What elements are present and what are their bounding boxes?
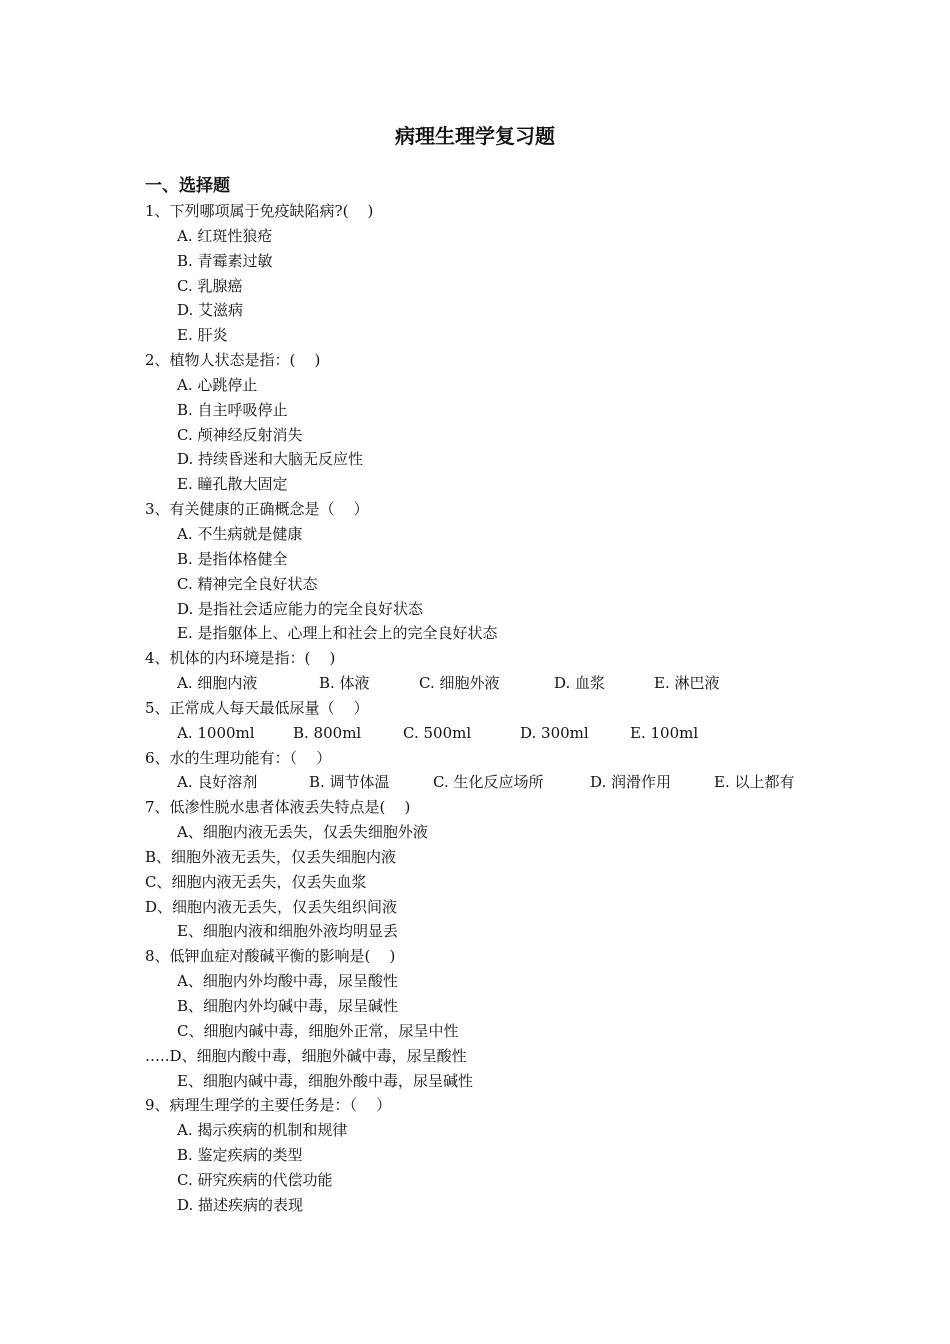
option: B. 自主呼吸停止 — [177, 400, 288, 419]
option: B、细胞内外均碱中毒，尿呈碱性 — [177, 997, 399, 1015]
option: E. 以上都有 — [714, 773, 795, 792]
option: …..D、细胞内酸中毒，细胞外碱中毒，尿呈酸性 — [145, 1046, 467, 1065]
option: A. 心跳停止 — [177, 375, 258, 394]
question-text: 5、正常成人每天最低尿量（ ） — [145, 698, 369, 717]
question-text: 8、低钾血症对酸碱平衡的影响是( ) — [145, 947, 396, 966]
option: D. 艾滋病 — [177, 301, 244, 320]
option: E. 肝炎 — [177, 326, 228, 345]
option: E. 100ml — [630, 723, 699, 742]
option: C. 乳腺癌 — [177, 276, 243, 295]
option: D、细胞内液无丢失，仅丢失组织间液 — [145, 897, 398, 916]
option: A. 不生病就是健康 — [177, 524, 303, 543]
option: A、细胞内液无丢失，仅丢失细胞外液 — [177, 823, 428, 842]
question-text: 7、低渗性脱水患者体液丢失特点是( ) — [145, 798, 411, 817]
question-text: 4、机体的内环境是指：( ) — [145, 649, 336, 668]
question-text: 2、植物人状态是指：( ) — [145, 351, 321, 370]
document-title: 病理生理学复习题 — [395, 124, 555, 148]
option: B. 青霉素过敏 — [177, 251, 273, 270]
option: C. 500ml — [403, 723, 472, 742]
question-text: 1、下列哪项属于免疫缺陷病?( ) — [145, 202, 374, 220]
option: B. 800ml — [293, 723, 362, 742]
option: D. 是指社会适应能力的完全良好状态 — [177, 599, 424, 618]
section-heading: 一、选择题 — [145, 176, 230, 196]
option: A. 揭示疾病的机制和规律 — [177, 1121, 348, 1140]
question-text: 6、水的生理功能有：（ ） — [145, 748, 332, 767]
option: A. 良好溶剂 — [177, 773, 258, 792]
option: E、细胞内液和细胞外液均明显丢 — [177, 922, 398, 941]
option: C、细胞内液无丢失，仅丢失血浆 — [145, 872, 367, 891]
option: A、细胞内外均酸中毒，尿呈酸性 — [177, 972, 398, 991]
option-row — [145, 671, 905, 696]
option: B. 鉴定疾病的类型 — [177, 1146, 303, 1165]
option: D. 持续昏迷和大脑无反应性 — [177, 450, 364, 469]
option-row — [145, 721, 905, 746]
option: E. 是指躯体上、心理上和社会上的完全良好状态 — [177, 624, 498, 643]
question-text: 9、病理生理学的主要任务是：（ ） — [145, 1096, 392, 1115]
option: C. 细胞外液 — [419, 674, 500, 693]
option: C. 精神完全良好状态 — [177, 574, 318, 593]
option: A. 红斑性狼疮 — [177, 226, 273, 245]
question-list — [145, 199, 905, 1218]
option: E. 淋巴液 — [654, 674, 720, 693]
option: E. 瞳孔散大固定 — [177, 475, 288, 494]
option: C、细胞内碱中毒，细胞外正常，尿呈中性 — [177, 1021, 459, 1040]
question-text: 3、有关健康的正确概念是（ ） — [145, 500, 369, 519]
option: B、细胞外液无丢失，仅丢失细胞内液 — [145, 847, 397, 866]
option: D. 血浆 — [554, 674, 606, 693]
option: A. 1000ml — [177, 723, 255, 742]
option: C. 生化反应场所 — [433, 773, 544, 792]
option: A. 细胞内液 — [177, 674, 258, 693]
option: C. 研究疾病的代偿功能 — [177, 1170, 333, 1189]
option: D. 300ml — [520, 723, 589, 742]
option: D. 描述疾病的表现 — [177, 1195, 304, 1214]
option: C. 颅神经反射消失 — [177, 425, 303, 444]
option: E、细胞内碱中毒，细胞外酸中毒，尿呈碱性 — [177, 1071, 473, 1090]
option-row — [145, 770, 905, 795]
option: D. 润滑作用 — [590, 773, 672, 792]
option: B. 体液 — [319, 674, 370, 693]
option: B. 调节体温 — [309, 773, 390, 792]
option: B. 是指体格健全 — [177, 549, 288, 568]
